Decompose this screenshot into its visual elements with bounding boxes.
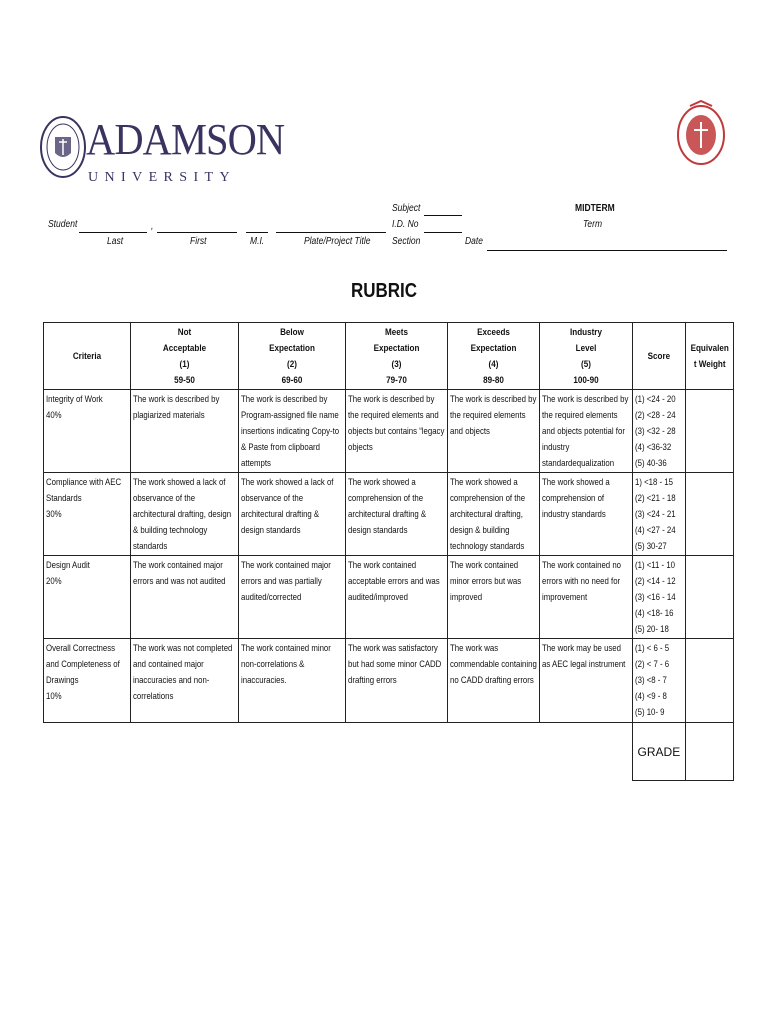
criteria-cell: Integrity of Work 40%: [44, 390, 131, 473]
date-label: Date: [465, 236, 483, 247]
weight-cell[interactable]: [685, 473, 733, 556]
rubric-cell: The work was commendable containing no CADD drafting errors: [448, 639, 540, 723]
mi-field[interactable]: [246, 232, 268, 233]
rubric-cell: The work is described by plagiarized materials: [131, 390, 239, 473]
comma-separator: ,: [151, 221, 154, 232]
plate-title-field[interactable]: [276, 232, 386, 233]
rubric-cell: The work may be used as AEC legal instrument: [540, 639, 633, 723]
university-seal-logo: [40, 115, 86, 179]
rubric-cell: The work was not completed and contained major inaccuracies and non-correlations: [131, 639, 239, 723]
header-score: Score: [633, 323, 686, 390]
rubric-cell: The work showed a lack of observance of the architectural drafting & design standards: [239, 473, 346, 556]
table-row: [44, 639, 734, 723]
header-meets-expectation: Meets Expectation (3) 79-70: [346, 323, 448, 390]
first-label: First: [190, 236, 207, 247]
term-label: Term: [583, 219, 603, 230]
last-name-field[interactable]: [79, 232, 147, 233]
score-cell: 1) <18 - 15 (2) <21 - 18 (3) <24 - 21 (4) <27 - 24 (5) 30-27: [633, 473, 686, 556]
id-field[interactable]: [424, 232, 462, 233]
rubric-cell: The work showed a lack of observance of the architectural drafting, design & building technology standards: [131, 473, 239, 556]
criteria-cell: Design Audit 20%: [44, 556, 131, 639]
mi-label: M.I.: [250, 236, 265, 247]
rubric-cell: The work contained major errors and was not audited: [131, 556, 239, 639]
score-cell: (1) < 6 - 5 (2) < 7 - 6 (3) <8 - 7 (4) <9 - 8 (5) 10- 9: [633, 639, 686, 723]
rubric-cell: The work was satisfactory but had some minor CADD drafting errors: [346, 639, 448, 723]
criteria-cell: Compliance with AEC Standards 30%: [44, 473, 131, 556]
rubric-cell: The work contained minor errors but was improved: [448, 556, 540, 639]
rubric-cell: The work showed a comprehension of industry standards: [540, 473, 633, 556]
university-name: ADAMSON: [86, 115, 285, 164]
rubric-cell: The work is described by Program-assigned file name insertions indicating Copy-to & Paste from clipboard attempts: [239, 390, 346, 473]
rubric-cell: The work showed a comprehension of the architectural drafting, design & building technology standards: [448, 473, 540, 556]
subject-field[interactable]: [424, 215, 462, 216]
grade-label: GRADE: [633, 723, 686, 781]
college-seal-logo: [676, 100, 726, 166]
subject-label: Subject: [392, 203, 421, 214]
first-name-field[interactable]: [157, 232, 237, 233]
page-title: RUBRIC: [350, 280, 418, 302]
header-criteria: Criteria: [44, 323, 131, 390]
header-not-acceptable: Not Acceptable (1) 59-50: [131, 323, 239, 390]
criteria-cell: Overall Correctness and Completeness of Drawings 10%: [44, 639, 131, 723]
table-row: [44, 390, 734, 473]
rubric-table: [43, 322, 734, 781]
table-row: [44, 473, 734, 556]
plate-label: Plate/Project Title: [304, 236, 371, 247]
rubric-cell: The work contained major errors and was partially audited/corrected: [239, 556, 346, 639]
section-label: Section: [392, 236, 421, 247]
student-label: Student: [48, 219, 78, 230]
weight-cell[interactable]: [685, 390, 733, 473]
rubric-cell: The work showed a comprehension of the architectural drafting & design standards: [346, 473, 448, 556]
header-below-expectation: Below Expectation (2) 69-60: [239, 323, 346, 390]
last-label: Last: [107, 236, 124, 247]
exam-label: MIDTERM: [575, 203, 615, 214]
rubric-cell: The work contained acceptable errors and was audited/improved: [346, 556, 448, 639]
header-row: [44, 323, 734, 390]
weight-cell[interactable]: [685, 639, 733, 723]
header-industry-level: Industry Level (5) 100-90: [540, 323, 633, 390]
header-equivalent-weight: Equivalen t Weight: [685, 323, 733, 390]
rubric-cell: The work is described by the required elements and objects but contains “legacy objects: [346, 390, 448, 473]
weight-cell[interactable]: [685, 556, 733, 639]
rubric-cell: The work is described by the required elements and objects potential for industry standardequalization: [540, 390, 633, 473]
grade-row: [44, 723, 734, 781]
id-label: I.D. No: [392, 219, 419, 230]
rubric-cell: The work is described by the required elements and objects: [448, 390, 540, 473]
date-field[interactable]: [487, 250, 727, 251]
table-row: [44, 556, 734, 639]
score-cell: (1) <24 - 20 (2) <28 - 24 (3) <32 - 28 (4) <36-32 (5) 40-36: [633, 390, 686, 473]
score-cell: (1) <11 - 10 (2) <14 - 12 (3) <16 - 14 (4) <18- 16 (5) 20- 18: [633, 556, 686, 639]
header-exceeds-expectation: Exceeds Expectation (4) 89-80: [448, 323, 540, 390]
rubric-cell: The work contained no errors with no need for improvement: [540, 556, 633, 639]
grade-value-cell[interactable]: [685, 723, 733, 781]
university-subtitle: UNIVERSITY: [88, 170, 236, 185]
rubric-cell: The work contained minor non-correlations & inaccuracies.: [239, 639, 346, 723]
